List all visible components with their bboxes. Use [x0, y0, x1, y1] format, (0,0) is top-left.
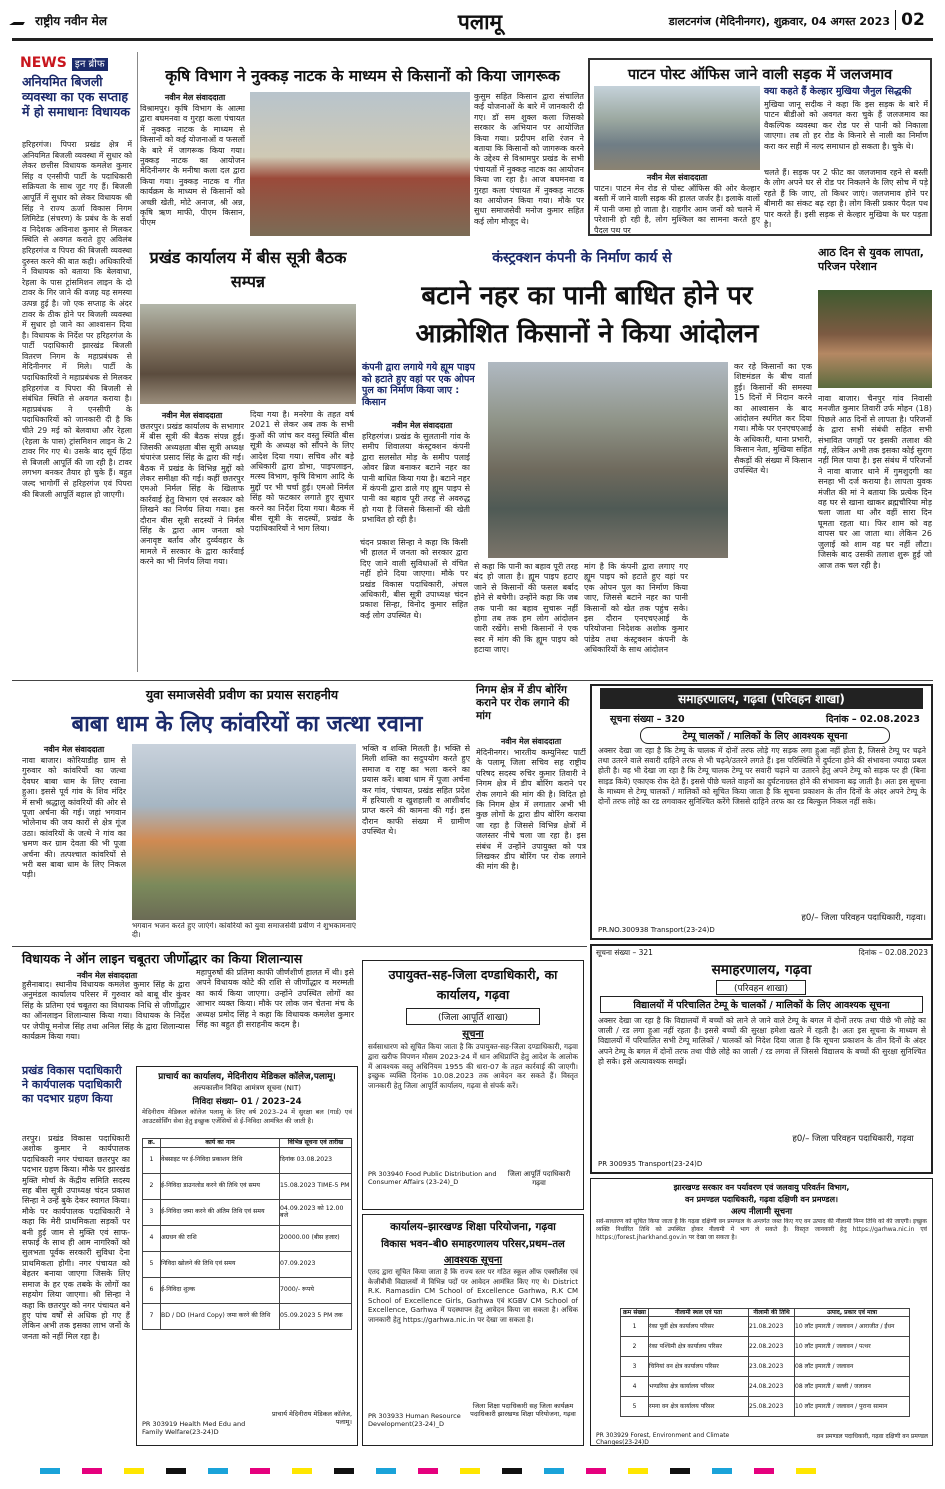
page-number: 02 — [895, 10, 930, 30]
ad-medical-intro: मेदिनीराय मेडिकल कॉलेज पलामू के लिए वर्ष 2023–24 में सुरक्षा बल (गार्ड) एवं आउटसोर्सिंग सेवा हेतु इच्छुक एजेंसियों से ई-निविदा आमंत्रित की जाती है। — [142, 1108, 352, 1125]
story-krishi-headline: कृषि विभाग ने नुक्कड़ नाटक के माध्यम से किसानों को किया जागरूक — [165, 67, 560, 85]
magenta-swatch — [418, 1468, 438, 1474]
kanwar-body2: भक्ति व शक्ति मिलती है। भक्ति से मिली शक्ति का सदुपयोग करते हुए समाज व राष्ट्र का भला करने का प्रयास करें। बाबा धाम में पूजा अर्चना कर गांव, पंचायत, प्रखंड सहित प्रदेश में हरियाली व खुशहाली व आशीर्वाद प्राप्त करने की कामना की गई। इस दौरान काफी संख्या में ग्रामीण उपस्थित थे। — [362, 744, 470, 837]
missing-body: नावा बाजार। चैनपुर गांव निवासी मनजीत कुमार तिवारी उर्फ मोहन (18) पिछले आठ दिनों से लापता है। परिजनों के द्वारा सभी संबंधी सहित सभी संभावित जगहों पर इसकी तलाश की गई, लेकिन अभी तक इसका कोई सुराग नहीं मिल पाया है। इस संबंध में परिजनों ने नावा बाजार थाने में गुमशुदगी का सनहा भी दर्ज कराया है। लापता युवक मंजीत की मां ने बताया कि प्रत्येक दिन वह घर से खाना खाकर ब्रह्मचौरिया मोड़ चला जाता था और वहीं सारा दिन घूमता रहता था। फिर शाम को वह वापस घर आ जाता था। लेकिन 26 जुलाई को शाम वह घर नहीं लौटा। जिसके बाद उसकी तलाश शुरू हुई जो आज तक चल रही है। — [818, 394, 932, 570]
table-row: 4 भण्डरिया क्षेत्र कार्यालय परिसर 24.08.2023 08 लॉट इमारती / बल्ली / जलावन — [621, 1377, 910, 1397]
ad-education-title1: कार्यालय–झारखण्ड शिक्षा परियोजना, गढ़वा — [390, 1221, 556, 1233]
table-row: 1 रंका पूर्वी क्षेत्र कार्यालय परिसर 21.08.2023 10 लॉट इमारती / जलावन / आराजीत / ईंधन — [621, 1317, 910, 1337]
ad-education-body: एतद द्वारा सूचित किया जाता है कि राज्य स्तर पर गठित स्कूल ऑफ एक्सीलेंस एवं केजीबीवी विद्यालयों में विभिन्न पदों पर आवेदन आमंत्रित किए गए थे। District R.K. Ramasdin CM School of Excellence Garhwa, R.K CM School of Excellence Girls, Garhwa एवं KGBV CM School of Excellence, Garhwa में पदस्थापन हेतु आवेदन किया जा सकता है। अधिक जानकारी हेतु https://garhwa.nic.in पर देखा जा सकता है। — [368, 1268, 578, 1324]
lead-body4: कर रहे किसानों का एक शिष्टमंडल के बीच वार्ता हुई। किसानों की समस्या 15 दिनों में निदान करने का आश्वासन के बाद आंदोलन स्थगित कर दिया गया। मौके पर एनएचएआई के अधिकारी, थाना प्रभारी, किसान नेता, मुखिया सहित सैकड़ों की संख्या में किसान उपस्थित थे। — [734, 362, 812, 476]
table-row: 5 रमना वन क्षेत्र कार्यालय परिसर 25.08.2023 10 लॉट इमारती / जलावन / पुराना सामान — [621, 1397, 910, 1417]
story-beessutri-body3: चंदन प्रकाश सिन्हा ने कहा कि किसी भी हालत में जनता को सरकार द्वारा दिए जाने वाली सुविधाओं से वंचित नहीं होने दिया जाएगा। मौके पर प्रखंड विकास पदाधिकारी, अंचल अधिकारी, बीस सूत्री उपाध्यक्ष चंदन प्रकाश सिन्हा, विनोद कुमार सहित कई लोग उपस्थित थे। — [360, 538, 468, 620]
ad-transport-321-footer-right: ह0/– जिला परिवहन पदाधिकारी, गढ़वा — [792, 1134, 914, 1144]
lead-byline: नवीन मेल संवाददाता — [391, 421, 453, 430]
ad-transport-321-subject: विद्यालयों में परिचालित टेम्पू के चालकों / मालिकों के लिए आवश्यक सूचना — [600, 996, 923, 1013]
story-beessutri-body2: दिया गया है। मनरेगा के तहत वर्ष 2021 से लेकर अब तक के सभी कुओं की जांच कर वस्तु स्थिति बीस सूत्री के अध्यक्ष को सौंपने के लिए आदेश दिया गया। सचिव और बड़े अधिकारी द्वारा डोभा, पाइपलाइन, मत्स्य विभाग, कृषि विभाग आदि के मुद्दों पर भी चर्चा हुई। एमओ निर्मल सिंह को फटकार लगाते हुए सुधार करने का निर्देश दिया गया। बैठक में बीस सूत्री के सदस्यों, प्रखंड के पदाधिकारियों ने भाग लिया। — [250, 410, 354, 534]
borewell-byline: नवीन मेल संवाददाता — [500, 737, 562, 746]
lead-subhead: कंपनी द्वारा लगाये गये ह्यूम पाइप को हटाते हुए वहां पर एक ओपन पुल का निर्माण किया जाए : किसान — [362, 362, 475, 408]
yellow-swatch — [292, 1468, 312, 1474]
news-brief-headline: अनियमित बिजली व्यवस्था का एक सप्ताह में हो समाधानः विधायक — [22, 74, 130, 119]
section-rule-1 — [12, 680, 933, 681]
ad-district-body: सर्वसाधारण को सूचित किया जाता है कि उपायुक्त-सह-जिला दण्डाधिकारी, गढ़वा द्वारा खरीफ विपणन मौसम 2023-24 में धान अधिप्राप्ति हेतु आदेश के आलोक में आवश्यक वस्तु अधिनियम 1955 की धारा-07 के तहत कार्रवाई की जाएगी। इच्छुक व्यक्ति दिनांक 10.08.2023 तक आवेदन कर सकते हैं। विस्तृत जानकारी हेतु जिला आपूर्ति कार्यालय, गढ़वा से संपर्क करें। — [368, 1042, 578, 1091]
black-swatch — [334, 1468, 354, 1474]
ad-transport-320-office: समाहरणालय, गढ़वा (परिवहन शाखा) — [600, 688, 923, 709]
section-rule-2 — [12, 946, 587, 947]
ad-education-footer-left: PR 303933 Human Resource Development(23-24)_D — [368, 1412, 461, 1428]
kanwar-body1: नावा बाजार। कोरियाडीह ग्राम से गुरुवार को कांवरियों का जत्था देवघर बाबा धाम के लिए रवाना हुआ। इससे पूर्व गांव के शिव मंदिर में सभी श्रद्धालु कांवरियों की ओर से पूजा अर्चना की गई। जहां भगवान भोलेनाथ की जय कारों से क्षेत्र गूंज उठा। कांवरियों के जत्थे ने गांव का भ्रमण कर ग्राम देवता की भी पूजा अर्चना की। तत्पश्चात कांवरियों से भरी बस बाबा धाम के लिए निकल पड़ी। — [22, 756, 126, 880]
ad-transport-320-date: दिनांक – 02.08.2023 — [826, 714, 920, 725]
cyan-swatch — [544, 1468, 564, 1474]
lead-body1: हरिहरगंज। प्रखंड के सुलतानी गांव के समीप शिवालया कंस्ट्रक्शन कंपनी द्वारा सलसोत मोड़ के समीप पलाई ओवर ब्रिज बनाकर बटाने नहर का पानी बाधित किया गया है। बटाने नहर में कंपनी द्वारा डाले गए ह्यूम पाइप से पानी का बहाव पूरी तरह से अवरुद्ध हो गया है जिससे किसानों की खेती प्रभावित हो रही है। — [362, 432, 470, 525]
ad-district-footer-left: PR 303940 Food Public Distribution and Consumer Affairs (23-24)_D — [368, 1170, 497, 1186]
table-row: 2 ई-निविदा डाउनलोड करने की तिथि एवं समय 15.08.2023 TIME-5 PM — [143, 1173, 352, 1199]
table-row: 4 अग्रधन की राशि 20000.00 (बीस हजार) — [143, 1225, 352, 1251]
cyan-swatch — [376, 1468, 396, 1474]
ad-transport-321-notice: सूचना संख्या – 321 — [596, 948, 653, 957]
photo-meeting-hall — [140, 304, 356, 404]
kanwar-headline: बाबा धाम के लिए कांवरियों का जत्था रवाना — [71, 712, 423, 737]
magenta-swatch — [586, 1468, 606, 1474]
news-brief-tag: NEWS इन ब्रीफ — [20, 52, 108, 71]
ad-district-footer-right: जिला आपूर्ति पदाधिकारी गढ़वा — [507, 1170, 571, 1187]
table-row: 5 निविदा खोलने की तिथि एवं समय 07.09.2023 — [143, 1251, 352, 1277]
lead-headline-line1: बटाने नहर का पानी बाधित होने पर — [421, 281, 753, 311]
kanwar-kicker: युवा समाजसेवी प्रवीण का प्रयास सराहनीय — [145, 687, 339, 702]
ad-medical-title: प्राचार्य का कार्यालय, मेदिनीराय मेडिकल कॉलेज,पलामू। — [158, 1072, 336, 1082]
story-patan-byline: नवीन मेल संवाददाता — [646, 173, 708, 182]
ad-district-dept: (जिला आपूर्ति शाखा) — [406, 1008, 540, 1025]
ad-transport-320-footer-right: ह0/– जिला परिवहन पदाधिकारी, गढ़वा। — [801, 913, 926, 923]
borewell-body: मेदिनीनगर। भारतीय कम्युनिस्ट पार्टी के पलामू जिला सचिव सह राष्ट्रीय परिषद सदस्य रुचिर कुमार तिवारी ने निगम क्षेत्र में डीप बोरिंग कराने पर रोक लगाने की मांग की है। विदित हो कि निगम क्षेत्र में लगातार अभी भी कुछ लोगों के द्वारा डीप बोरिंग कराया जा रहा है जिससे विभिन्न क्षेत्रों में जलस्तर नीचे चला जा रहा है। इस संबंध में उन्होंने उपायुक्त को पत्र लिखकर डीप बोरिंग पर रोक लगाने की मांग की है। — [476, 748, 586, 872]
yellow-swatch — [628, 1468, 648, 1474]
masthead — [12, 10, 292, 34]
ad-transport-321-office: समाहरणालय, गढ़वा — [711, 962, 812, 978]
story-beessutri-headline: प्रखंड कार्यालय में बीस सूत्री बैठक सम्पन्न — [149, 248, 347, 291]
story-beessutri-byline: नवीन मेल संवाददाता — [161, 411, 223, 420]
ad-education-footer-right: जिला शिक्षा पदाधिकारी सह जिला कार्यक्रम पदाधिकारी झारखण्ड शिक्षा परियोजना, गढ़वा — [470, 1402, 576, 1418]
ad-forest-footer-left: PR 303929 Forest, Environment and Climate Changes(23-24)D — [596, 1432, 730, 1446]
photo-missing-youth — [818, 290, 932, 388]
dateline: डालटनगंज (मेदिनीनगर), शुक्रवार, 04 अगस्त 2023 — [668, 15, 890, 28]
cyan-swatch — [208, 1468, 228, 1474]
ad-medical-notice: निविदा संख्या– 01 / 2023–24 — [192, 1097, 302, 1107]
ad-forest-title1: झारखण्ड सरकार वन पर्यावरण एवं जलवायु परिवर्तन विभाग, — [673, 1183, 850, 1192]
lead-body2: से कहा कि पानी का बहाव पूरी तरह बंद हो जाता है। ह्यूम पाइप हटाए जाने से किसानों की फसल बर्बाद होने से बचेगी। उन्होंने कहा कि जब तक पानी का बहाव सुचारू नहीं होगा तब तक हम लोग आंदोलन जारी रखेंगे। सभी किसानों ने एक स्वर में मांग की कि ह्यूम पाइप को हटाया जाए। — [474, 562, 578, 655]
ad-transport-321-footer-left: PR 300935 Transport(23-24)D — [598, 1160, 703, 1168]
story-patan-quote-title: क्या कहते हैं केल्हार मुखिया जैनुल सिद्धकी — [764, 86, 912, 97]
yellow-swatch — [796, 1468, 816, 1474]
ad-transport-321-date: दिनांक – 02.08.2023 — [858, 948, 928, 957]
table-row: 3 चिनियां वन क्षेत्र कार्यालय परिसर 23.08.2023 08 लॉट इमारती / जलावन — [621, 1357, 910, 1377]
bdo-body: तरपुर। प्रखंड विकास पदाधिकारी अशोक कुमार ने कार्यपालक पदाधिकारी नगर पंचायत छतरपुर का पदभार ग्रहण किया। मौके पर झारखंड मुक्ति मोर्चा के केंद्रीय समिति सदस्य सह बीस सूत्री उपाध्यक्ष चंदन प्रकाश सिन्हा ने उन्हें बुके देकर स्वागत किया। मौके पर कार्यपालक पदाधिकारी ने कहा कि मेरी प्राथमिकता सड़कों पर बनी हुई जाम से मुक्ति एवं साफ-सफाई के साथ ही आम नागरिकों को सुलभता पूर्वक सरकारी सुविधा देना प्राथमिकता होगी। नगर पंचायत को बेहतर बनाया जाएगा जिसके लिए समाज के हर एक तबके के लोगों का सहयोग लिया जाएगा। श्री सिन्हा ने कहा कि छतरपुर को नगर पंचायत बने हुए पांच वर्षों से अधिक हो गए हैं लेकिन अभी तक इसका लाभ जनों के जनता को नहीं मिल रहा है। — [22, 1134, 130, 1341]
black-swatch — [502, 1468, 522, 1474]
cyan-swatch — [712, 1468, 732, 1474]
ad-transport-320-subject: टेम्पू चालकों / मालिकों के लिए आवश्यक सूचना — [640, 727, 890, 744]
ad-forest-table — [620, 1308, 910, 1417]
ad-medical-table — [142, 1138, 352, 1330]
ad-transport-321-dept: (परिवहन शाखा) — [716, 980, 806, 995]
table-row: 1 वेबसाइट पर ई-निविदा प्रकाशन तिथि दिनांक 03.08.2023 — [143, 1147, 352, 1173]
table-row: 2 रंका पश्चिमी क्षेत्र कार्यालय परिसर 22.08.2023 10 लॉट इमारती / जलावन / पत्थर — [621, 1337, 910, 1357]
ad-medical-footer-left: PR 303919 Health Med Edu and Family Welfare(23-24)D — [142, 1420, 246, 1436]
missing-headline: आठ दिन से युवक लापता, परिजन परेशान — [818, 246, 924, 273]
ad-medical-footer-right: प्राचार्य मेदिनीराय मेडिकल कॉलेज, पलामू। — [272, 1410, 353, 1426]
story-patan-headline: पाटन पोस्ट ऑफिस जाने वाली सड़क में जलजमाव — [627, 67, 893, 83]
cyan-swatch — [40, 1468, 60, 1474]
kanwar-caption: भगवान भजन करते हुए जाएंगे। कांवरियों को युवा समाजसेवी प्रवीण ने शुभकामनाएं दी। — [132, 922, 356, 938]
story-krishi-byline: नवीन मेल संवाददाता — [164, 93, 226, 102]
color-registration-strip — [40, 1468, 910, 1476]
foundation-body2: महापुरुषों की प्रतिमा काफी जीर्णशीर्ण हालत में थी। इसे अपने विधायक कोटे की राशि से जीर्णोद्धार व मरम्मती का कार्य किया जाएगा। उन्होंने उपस्थित लोगों का आभार व्यक्त किया। मौके पर लोक जन चेतना मंच के अध्यक्ष प्रमोद सिंह ने कहा कि विधायक कमलेश कुमार सिंह का बहुत ही सराहनीय कदम है। — [196, 968, 354, 1030]
story-krishi-body2: कुसुम सहित किसान द्वारा संचालित कई योजनाओं के बारे में जानकारी दी गए। डॉ सम शुक्ल कला जिसको सरकार के अभियान पर आयोजित किया गया। प्रदीपम शशि रंजन ने बताया कि किसानों को जागरूक करने के उद्देश्य से विश्रामपुर प्रखंड के सभी पंचायतों में नुक्कड़ नाटक का आयोजन किया जा रहा है। आज बघमनवा व गुरहा कला पंचायत में नुक्कड़ नाटक का आयोजन किया गया। मौके पर सुधा समाजसेवी मनोज कुमार सहित कई लोग मौजूद थे। — [474, 92, 584, 226]
yellow-swatch — [460, 1468, 480, 1474]
ad-forest-subject: अल्प नीलामी सूचना — [730, 1207, 793, 1217]
news-brief-body: हरिहरगंज। पिपरा प्रखंड क्षेत्र में अनियमित बिजली व्यवस्था में सुधार को लेकर छत्तीस विधायक कमलेश कुमार सिंह व एनसीपी पार्टी के पदाधिकारी सक्रियता के साथ जुट गए हैं। बिजली आपूर्ति में सुधार को लेकर विधायक श्री सिंह ने राज्य ऊर्जा विकास निगम लिमिटेड (संचरण) के प्रबंध के के सर्वा व निदेशक अविनाश कुमार से मिलकर स्थिति से अवगत कराते हुए अविलंब हरिहरगंज व पिपरा की बिजली व्यवस्था दुरुस्त करने की बात कही। अधिकारियों ने विधायक को बताया कि बेलवाधा, रेहला के पास ट्रांसमिशन लाइन के दो टावर के गिर जाने की वजह यह समस्या उत्पन्न हुई है। जो एक सप्ताह के अंदर टावर के ठीक होने पर बिजली व्यवस्था में सुधार हो जाने का आश्वासन दिया है। विधायक के निर्देश पर हरिहरगंज के पार्टी पदाधिकारी झारखंड बिजली वितरण निगम के महाप्रबंधक से मेदिनीनगर में मिले। पार्टी के पदाधिकारियों ने महाप्रबंधक से मिलकर हरिहरगंज व पिपरा की बिजली से संबंधित स्थिति से अवगत कराया है। महाप्रबंधक ने एनसीपी के पदाधिकारियों को जानकारी दी है कि चीते 29 मई को बेलवाधा और रेहला (रेहला के पास) ट्रांसमिशन लाइन के 2 टावर गिर गए थे। उसके बाद सूर्य हिंदा से बिजली आपूर्ति की जा रही है। टावर लगभग बनकर तैयार हो चुके हैं। बहुत जल्द भागोर्गी से हरिहरगंज एवं पिपरा की बिजली आपूर्ति बहाल हो जाएगी। — [22, 140, 132, 499]
ad-forest-title2: वन प्रमण्डल पदाधिकारी, गढ़वा दक्षिणी वन प्रमण्डल। — [684, 1195, 839, 1204]
ad-medical-subtitle: अल्पकालीन निविदा आमंत्रण सूचना (NIT) — [193, 1084, 301, 1092]
foundation-byline: नवीन मेल संवाददाता — [76, 971, 138, 980]
masthead-title: राष्ट्रीय नवीन मेल — [35, 14, 107, 28]
edition-title: पलामू — [457, 10, 503, 34]
ad-medical-table-head: क्र. कार्य का नाम विभिन्न सूचना एवं तारीख — [143, 1139, 352, 1148]
kanwar-byline: नवीन मेल संवाददाता — [43, 745, 105, 754]
magenta-swatch — [754, 1468, 774, 1474]
header-rule — [12, 38, 933, 41]
foundation-body1: हुसैनाबाद। स्थानीय विधायक कमलेश कुमार सिंह के द्वारा अनुमंडल कार्यालय परिसर में गुरुवार को बाबू वीर कुंवर सिंह के प्रतिमा एवं चबूतरा का विधायक निधि से जीर्णोद्धार का ऑनलाइन शिलान्यास किया गया। विधायक के निर्देश पर जेपीयू मनोज सिंह तथा अनिल सिंह के द्वारा शिलान्यास कार्यक्रम किया गया। — [22, 980, 190, 1042]
bird-logo-icon — [9, 15, 29, 25]
photo-canal-culvert — [488, 362, 728, 558]
magenta-swatch — [82, 1468, 102, 1474]
lead-headline-line2: आक्रोशित किसानों ने किया आंदोलन — [415, 319, 759, 349]
story-patan-body2: चलते हैं। सड़क पर 2 फीट का जलजमाव रहने से बस्ती के लोग अपने घर से रोड पर निकलने के लिए सोच में पड़े रहते हैं कि जाए, तो किधर जाएं। जलजमाव होने पर बीमारी का संकट बढ़ रहा है। लोग किसी प्रकार पैदल पथ पार करते हैं। इसी सड़क से केल्हार मुखिया के घर पड़ता है। — [764, 168, 928, 230]
ad-forest-table-head: क्रम संख्या नीलामी स्थल एवं पता नीलामी की तिथि उत्पाद, प्रकार एवं मात्रा — [621, 1309, 910, 1317]
ad-transport-320-body: अक्सर देखा जा रहा है कि टेम्पू के चालक में दोनों तरफ लोड़े गए सड़क लगा हुआ नहीं होता है, जिससे टेम्पू पर चढ़ने तथा उतरने वाले सवारी दाहिने तरफ से भी चढ़ने/उतरने लगते हैं। इस परिस्थिति में दुर्घटना होने की संभावना ज्यादा प्रबल होती है। वह भी देखा जा रहा है कि टेम्पू चालक टेम्पू पर सवारी चढ़ाने या उतारने हेतु अपने टेम्पू को सड़क पर ही (बिना साइड किये) एकाएक रोक देते हैं। इससे पीछे चलते वाहनों का दुर्घटनाग्रस्त होने की संभावना बढ़ जाती है। अतः इस सूचना के माध्यम से टेम्पू चालकों / मालिकों को सूचित किया जाता है कि सूचना प्रकाशन के तीन दिनों के अंदर अपने टेम्पू के दोनों तरफ लोहे का रड लगवाकर सुनिश्चित करेंगे जिससे दाहिने तरफ का रड बिल्कुल निकल नहीं सके। — [598, 746, 926, 807]
ad-transport-320-footer-left: PR.NO.300938 Transport(23-24)D — [598, 926, 715, 934]
ad-education-subject: आवश्यक सूचना — [443, 1255, 503, 1266]
ad-district-title1: उपायुक्त-सह-जिला दण्डाधिकारी, का — [388, 967, 558, 982]
lead-body3: मांग है कि कंपनी द्वारा लगाए गए ह्यूम पाइप को हटाते हुए वहां पर एक ओपन पुल का निर्माण किया जाए, जिससे बटाने नहर का पानी किसानों को खेत तक पहुंच सके। इस दौरान एनएचएआई के परियोजना निदेशक अशोक कुमार पांडेय तथा कंस्ट्रक्शन कंपनी के अधिकारियों के साथ आंदोलन — [584, 562, 688, 655]
lead-kicker: कंस्ट्रक्शन कंपनी के निर्माण कार्य से — [492, 250, 672, 266]
ad-district-subject: सूचना — [462, 1029, 484, 1040]
table-row: 6 ई-निविदा शुल्क 7000/- रूपये — [143, 1277, 352, 1303]
borewell-headline: निगम क्षेत्र में डीप बोरिंग कराने पर रोक लगाने की मांग — [476, 684, 570, 722]
black-swatch — [166, 1468, 186, 1474]
ad-district-title2: कार्यालय, गढ़वा — [436, 987, 510, 1002]
table-row: 7 BD / DD (Hard Copy) जमा करने की तिथि 05.09.2023 5 PM तक — [143, 1303, 352, 1329]
table-row: 3 ई-निविदा जमा करने की अंतिम तिथि एवं समय 04.09.2023 को 12.00 बजे — [143, 1199, 352, 1225]
story-beessutri-body1: छतरपुर। प्रखंड कार्यालय के सभागार में बीस सूत्री की बैठक संपन्न हुई। जिसकी अध्यक्षता बीस सूत्री अध्यक्ष चंपारंज प्रसाद सिंह के द्वारा की गई। बैठक में प्रखंड के विभिन्न मुद्दों को लेकर समीक्षा की गई। कहीं छतरपुर एमओ निर्मल सिंह के खिलाफ कार्रवाई हेतु विभाग एवं सरकार को लिखने का निर्णय लिया गया। इस दौरान बीस सूत्री सदस्यों ने निर्मल सिंह के द्वारा आम जनता को अनावृष्ट बर्ताव और दुर्व्यवहार के मामले में सरकार के द्वारा कार्रवाई करने का भी निर्णय लिया गया। — [140, 422, 244, 567]
ad-transport-320-notice: सूचना संख्या – 320 — [610, 714, 685, 725]
photo-kanwar-group — [132, 744, 356, 920]
ad-forest-body: सर्व-साधारण को सूचित किया जाता है कि गढ़वा दक्षिणी वन प्रमण्डल के अन्तर्गत जब्त किए गए वन उत्पाद की नीलामी निम्न तिथि को की जाएगी। इच्छुक व्यक्ति निर्धारित तिथि को उपस्थित होकर नीलामी में भाग ले सकते हैं। विस्तृत जानकारी हेतु https://garhwa.nic.in एवं https://forest.jharkhand.gov.in पर देखा जा सकता है। — [596, 1218, 927, 1241]
left-col-rule — [137, 52, 138, 672]
story-patan-body1: पाटन। पाटन मेन रोड से पोस्ट ऑफिस की ओर केल्हार बस्ती में जाने वाली सड़क की हालत जर्जर है। इलाके वालों में पानी जमा हो जाता है। राहगीर आम जनों को चलने में परेशानी हो रही है, लोग मुश्किल का सामना करते हुए पैदल पथ पर — [594, 184, 760, 234]
story-patan-quote: मुखिया जानू सदीक ने कहा कि इस सड़क के बारे में पाटन बीडीओ को अवगत करा चुके हैं जलजमाव का वैकल्पिक व्यवस्था कर रोड पर से पानी को निकाला जाएगा। तब तो हर रोड के किनारे से नाली का निर्माण करा कर सही में नल्द समाधान हो सकता है। चुके थे। — [764, 100, 928, 151]
foundation-headline: विधायक ने ऑन लाइन चबूतरा जीर्णोद्धार का किया शिलान्यास — [22, 951, 303, 966]
ad-education-title2: विकास भवन–बी0 समाहरणालय परिसर,प्रथम–तल — [381, 1239, 565, 1250]
yellow-swatch — [124, 1468, 144, 1474]
magenta-swatch — [250, 1468, 270, 1474]
photo-nukkad-natak — [250, 92, 470, 236]
photo-waterlogged-road — [594, 86, 760, 170]
bdo-headline: प्रखंड विकास पदाधिकारी ने कार्यपालक पदाधिकारी का पदभार ग्रहण किया — [22, 1064, 122, 1105]
ad-forest-footer-right: वन प्रमण्डल पदाधिकारी, गढ़वा दक्षिणी वन प्रमण्डल — [816, 1433, 928, 1440]
ad-transport-321-body: अक्सर देखा जा रहा है कि विद्यालयों में बच्चों को लाने ले जाने वाले टेम्पू के बगल में दोनों तरफ तथा पीछे भी लोहे का जाली / रड लगा हुआ नहीं रहता है। इससे बच्चों की सुरक्षा हमेशा खतरे में रहती है। अतः इस सूचना के माध्यम से विद्यालयों में परिचालित सभी टेम्पू मालिकों / चालकों को निदेश दिया जाता है कि सूचना प्रकाशन के तीन दिनों के अंदर अपने टेम्पू के बगल में दोनों तरफ तथा पीछे लोहे का जाली / रड लगवा लें जिससे विद्यालय के बच्चों की सुरक्षा सुनिश्चित हो सके। इसे अत्यावश्यक समझें। — [598, 1016, 926, 1066]
black-swatch — [670, 1468, 690, 1474]
story-krishi-body1: विश्रामपुर। कृषि विभाग के आत्मा द्वारा बघमनवा व गुरहा कला पंचायत में नुक्कड़ नाटक के माध्यम से किसानों को कई योजनाओं व फसलों के बारे में जागरूक किया गया। नुक्कड़ नाटक का आयोजन मेदिनीनगर के मनीषा कला दल द्वारा किया गया। नुक्कड़ नाटक व गीत कार्यक्रम के माध्यम से किसानों को अच्छी खेती, मोटे अनाज, श्री अन्न, कृषि ऋण माफी, पीएम किसान, पीएम — [140, 104, 245, 228]
